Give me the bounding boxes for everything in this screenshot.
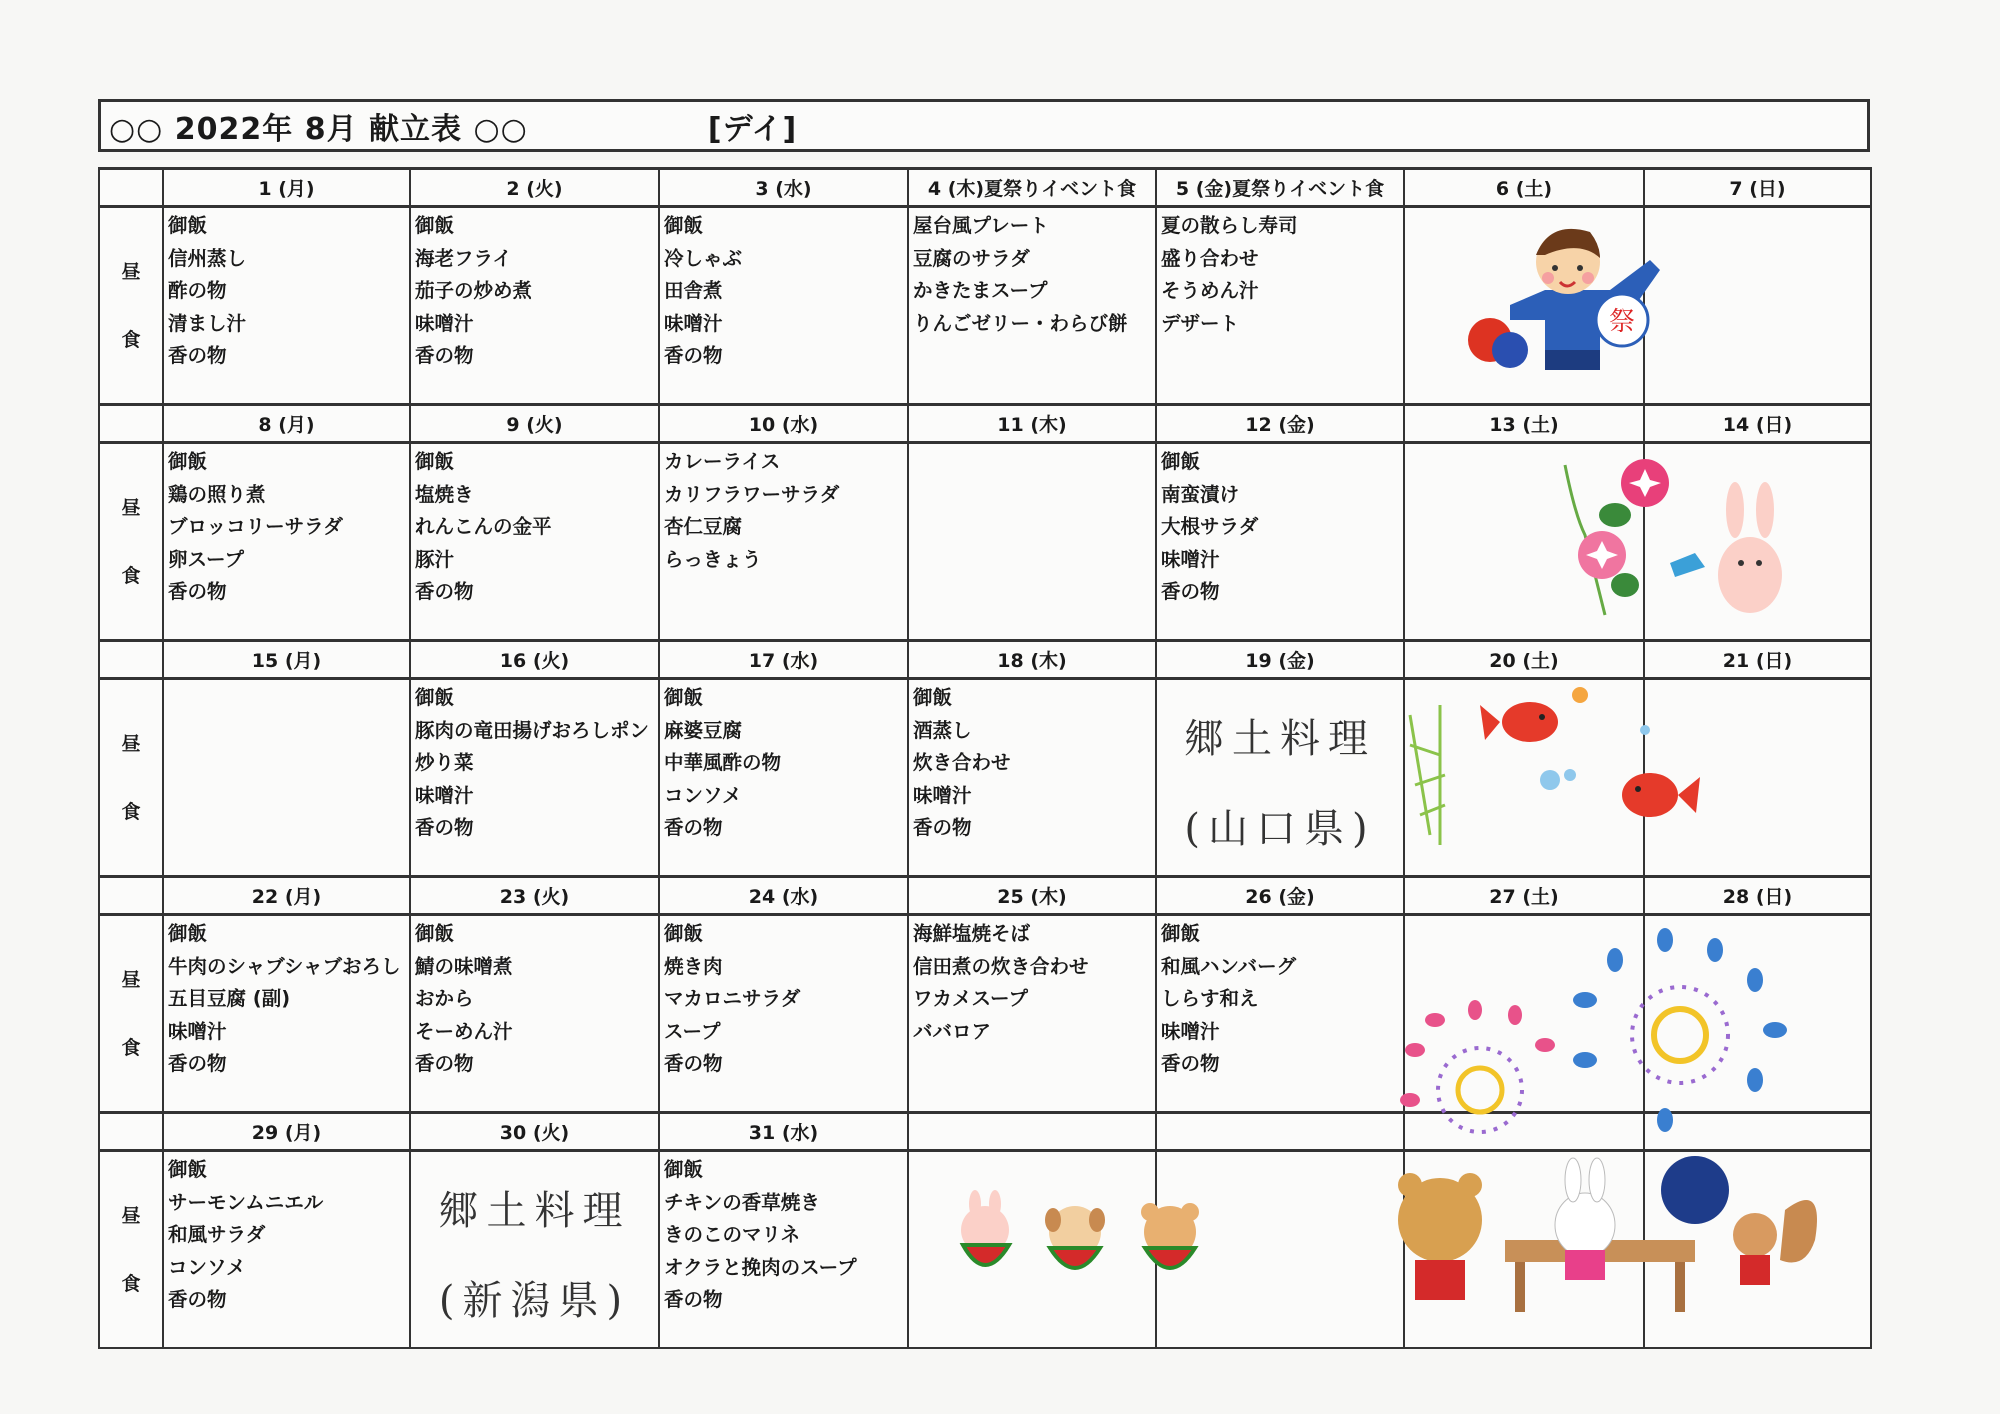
day-header	[1156, 1113, 1404, 1151]
day-header: 2 (火)	[410, 169, 659, 207]
day-header: 13 (土)	[1404, 405, 1644, 443]
menu-item: オクラと挽肉のスープ	[664, 1255, 857, 1279]
header-spacer	[99, 1113, 163, 1151]
menu-item: 南蛮漬け	[1161, 482, 1240, 506]
menu-item: 和風サラダ	[168, 1223, 266, 1246]
menu-item: 信州蒸し	[168, 246, 247, 270]
menu-item: 海老フライ	[415, 246, 512, 270]
menu-item: 御飯	[415, 214, 455, 237]
menu-list	[1157, 680, 1403, 684]
menu-item: きのこのマリネ	[664, 1223, 801, 1246]
menu-list	[1157, 916, 1403, 1083]
meal-label-bottom: 食	[121, 800, 141, 823]
day-header: 14 (日)	[1644, 405, 1871, 443]
menu-item: 味噌汁	[415, 783, 474, 807]
watermelon-animals-icon	[945, 1190, 1235, 1290]
menu-item: 香の物	[913, 816, 972, 839]
menu-item: 茄子の炒め煮	[415, 279, 533, 302]
menu-item: チキンの香草焼き	[664, 1190, 820, 1214]
day-header: 11 (木)	[908, 405, 1156, 443]
meal-label	[99, 1151, 163, 1349]
menu-item: 鯖の味噌煮	[415, 954, 513, 978]
menu-item: 信田煮の炊き合わせ	[913, 954, 1089, 978]
menu-item: 御飯	[168, 214, 208, 237]
menu-list	[1645, 208, 1870, 212]
week-header-row	[99, 169, 1871, 207]
menu-item: 鶏の照り煮	[168, 482, 266, 506]
day-menu-cell	[410, 1151, 659, 1349]
menu-item: 海鮮塩焼そば	[913, 922, 1031, 945]
day-header: 15 (月)	[163, 641, 410, 679]
menu-item: 卵スープ	[168, 547, 245, 571]
menu-list	[1405, 444, 1643, 448]
menu-item: ババロア	[913, 1019, 992, 1043]
menu-list	[660, 680, 907, 847]
festival-boy-icon	[1450, 210, 1670, 380]
day-menu-cell	[410, 207, 659, 405]
meal-label	[99, 443, 163, 641]
handwritten-note	[1157, 684, 1403, 874]
handwritten-line: 郷土料理	[1184, 716, 1376, 762]
menu-item: れんこんの金平	[415, 515, 552, 538]
menu-item: 炊き合わせ	[913, 751, 1011, 774]
header-spacer	[99, 169, 163, 207]
day-menu-cell	[410, 915, 659, 1113]
menu-item: しらす和え	[1161, 987, 1259, 1010]
meal-label-top: 昼	[121, 260, 141, 283]
menu-list	[164, 444, 409, 611]
menu-item: 香の物	[168, 1052, 227, 1075]
menu-item: スープ	[664, 1019, 721, 1043]
meal-label-top: 昼	[121, 968, 141, 991]
menu-list	[164, 680, 409, 684]
menu-list	[164, 916, 409, 1083]
day-header: 4 (木)夏祭りイベント食	[908, 169, 1156, 207]
day-menu-cell	[163, 1151, 410, 1349]
menu-item: 豚肉の竜田揚げおろしポン	[415, 718, 650, 742]
day-menu-cell	[659, 915, 908, 1113]
menu-list	[411, 444, 658, 611]
menu-list	[909, 916, 1155, 1050]
menu-item: カリフラワーサラダ	[664, 482, 840, 506]
menu-item: そうめん汁	[1161, 279, 1259, 302]
day-menu-cell	[163, 915, 410, 1113]
menu-item: 味噌汁	[1161, 1019, 1220, 1043]
day-header: 20 (土)	[1404, 641, 1644, 679]
day-header: 30 (火)	[410, 1113, 659, 1151]
menu-list	[411, 680, 658, 847]
menu-title	[98, 99, 1870, 152]
menu-list	[1157, 444, 1403, 611]
menu-list	[1645, 916, 1870, 920]
menu-item: 香の物	[168, 344, 227, 367]
menu-item: 味噌汁	[664, 311, 723, 335]
menu-list	[660, 208, 907, 375]
menu-item: 牛肉のシャブシャブおろし	[168, 954, 401, 978]
menu-item: 御飯	[913, 686, 953, 709]
menu-item: 麻婆豆腐	[664, 718, 743, 742]
menu-item: 香の物	[1161, 580, 1220, 603]
menu-item: おから	[415, 987, 474, 1010]
menu-list	[164, 1152, 409, 1319]
menu-item: コンソメ	[664, 783, 742, 807]
menu-list	[1405, 208, 1643, 212]
menu-item: 御飯	[168, 1158, 208, 1181]
day-menu-cell	[1644, 207, 1871, 405]
menu-item: ブロッコリーサラダ	[168, 515, 343, 538]
day-menu-cell	[908, 207, 1156, 405]
day-menu-cell	[410, 679, 659, 877]
menu-item: コンソメ	[168, 1255, 246, 1279]
menu-item: 酒蒸し	[913, 718, 972, 742]
day-header: 1 (月)	[163, 169, 410, 207]
day-header: 25 (木)	[908, 877, 1156, 915]
menu-list	[1645, 444, 1870, 448]
day-header: 12 (金)	[1156, 405, 1404, 443]
menu-item: 御飯	[664, 686, 704, 709]
menu-list	[1405, 680, 1643, 684]
day-header: 31 (水)	[659, 1113, 908, 1151]
menu-list	[660, 1152, 907, 1319]
menu-item: 味噌汁	[168, 1019, 227, 1043]
menu-item: デザート	[1161, 311, 1240, 335]
day-menu-cell	[163, 443, 410, 641]
day-header: 3 (水)	[659, 169, 908, 207]
day-menu-cell	[659, 207, 908, 405]
meal-label-top: 昼	[121, 496, 141, 519]
menu-item: 香の物	[664, 344, 723, 367]
menu-item: 香の物	[168, 580, 227, 603]
day-menu-cell	[1156, 443, 1404, 641]
fireworks-icon	[1395, 920, 1815, 1155]
menu-item: 塩焼き	[415, 482, 474, 506]
day-header: 26 (金)	[1156, 877, 1404, 915]
handwritten-line: (山口県)	[1184, 806, 1376, 852]
menu-list	[660, 916, 907, 1083]
menu-item: 香の物	[664, 1288, 723, 1311]
menu-item: らっきょう	[664, 547, 762, 571]
menu-item: 味噌汁	[415, 311, 474, 335]
menu-item: 冷しゃぶ	[664, 246, 743, 270]
day-header: 23 (火)	[410, 877, 659, 915]
menu-item: 御飯	[664, 214, 704, 237]
day-header: 17 (水)	[659, 641, 908, 679]
menu-item: 味噌汁	[913, 783, 972, 807]
menu-item: 御飯	[168, 922, 208, 945]
day-header: 27 (土)	[1404, 877, 1644, 915]
menu-item: 香の物	[168, 1288, 227, 1311]
meal-label-bottom: 食	[121, 328, 141, 351]
meal-label-top: 昼	[121, 732, 141, 755]
day-menu-cell	[659, 679, 908, 877]
day-header: 24 (水)	[659, 877, 908, 915]
day-header: 6 (土)	[1404, 169, 1644, 207]
menu-item: 香の物	[415, 1052, 474, 1075]
meal-label	[99, 679, 163, 877]
menu-item: マカロニサラダ	[664, 987, 801, 1010]
menu-item: そーめん汁	[415, 1019, 513, 1043]
menu-list	[660, 444, 907, 578]
menu-list	[1645, 680, 1870, 684]
menu-item: 香の物	[415, 580, 474, 603]
menu-list	[1157, 208, 1403, 342]
day-header: 21 (日)	[1644, 641, 1871, 679]
menu-item: 酢の物	[168, 279, 227, 302]
menu-list	[164, 208, 409, 375]
week-header-row	[99, 641, 1871, 679]
menu-item: 屋台風プレート	[913, 214, 1049, 237]
day-menu-cell	[163, 679, 410, 877]
menu-item: 香の物	[415, 344, 474, 367]
day-menu-cell	[1156, 207, 1404, 405]
menu-item: 味噌汁	[1161, 547, 1220, 571]
handwritten-line: (新潟県)	[438, 1278, 631, 1324]
menu-item: ワカメスープ	[913, 987, 1029, 1010]
day-menu-cell	[1156, 679, 1404, 877]
menu-item: 御飯	[664, 922, 704, 945]
menu-item: 御飯	[1161, 922, 1201, 945]
menu-item: 豚汁	[415, 547, 455, 571]
day-header: 18 (木)	[908, 641, 1156, 679]
menu-item: 御飯	[664, 1158, 704, 1181]
day-menu-cell	[1156, 915, 1404, 1113]
animals-bench-icon	[1385, 1150, 1835, 1320]
title-label: [デイ]	[707, 111, 798, 147]
day-header: 29 (月)	[163, 1113, 410, 1151]
day-header	[908, 1113, 1156, 1151]
menu-item: サーモンムニエル	[168, 1190, 324, 1214]
menu-item: 香の物	[664, 816, 723, 839]
menu-list	[1405, 1152, 1643, 1156]
handwritten-line: 郷土料理	[438, 1188, 631, 1234]
menu-item: かきたまスープ	[913, 279, 1048, 302]
day-header: 8 (月)	[163, 405, 410, 443]
menu-item: 盛り合わせ	[1161, 246, 1259, 270]
day-header: 9 (火)	[410, 405, 659, 443]
day-header: 28 (日)	[1644, 877, 1871, 915]
menu-item: りんごゼリー・わらび餅	[913, 311, 1128, 335]
day-menu-cell	[908, 679, 1156, 877]
menu-list	[909, 680, 1155, 847]
menu-list	[411, 208, 658, 375]
header-spacer	[99, 641, 163, 679]
menu-item: 香の物	[415, 816, 474, 839]
day-menu-cell	[659, 1151, 908, 1349]
menu-list	[909, 1152, 1155, 1156]
menu-item: 香の物	[1161, 1052, 1220, 1075]
menu-item: 夏の散らし寿司	[1161, 214, 1298, 237]
week-header-row	[99, 877, 1871, 915]
day-header: 19 (金)	[1156, 641, 1404, 679]
menu-item: 五目豆腐 (副)	[168, 987, 291, 1010]
menu-item: 杏仁豆腐	[664, 515, 743, 538]
header-spacer	[99, 877, 163, 915]
menu-item: 清まし汁	[168, 311, 247, 335]
day-header: 22 (月)	[163, 877, 410, 915]
menu-item: 御飯	[1161, 450, 1201, 473]
menu-list	[1157, 1152, 1403, 1156]
menu-item: 香の物	[664, 1052, 723, 1075]
menu-list	[411, 916, 658, 1083]
menu-item: 焼き肉	[664, 954, 723, 978]
day-header: 5 (金)夏祭りイベント食	[1156, 169, 1404, 207]
menu-item: 御飯	[415, 450, 455, 473]
menu-list	[909, 208, 1155, 342]
day-header: 10 (水)	[659, 405, 908, 443]
day-header: 7 (日)	[1644, 169, 1871, 207]
day-menu-cell	[410, 443, 659, 641]
menu-item: 御飯	[415, 686, 455, 709]
menu-item: 豆腐のサラダ	[913, 246, 1030, 270]
menu-item: カレーライス	[664, 450, 781, 473]
week-header-row	[99, 405, 1871, 443]
handwritten-note	[411, 1156, 658, 1346]
day-menu-cell	[659, 443, 908, 641]
menu-item: 中華風酢の物	[664, 751, 782, 774]
meal-label-bottom: 食	[121, 564, 141, 587]
day-menu-cell	[908, 443, 1156, 641]
menu-item: 和風ハンバーグ	[1161, 954, 1297, 978]
menu-list	[1645, 1152, 1870, 1156]
svg-text:祭: 祭	[1608, 307, 1636, 337]
goldfish-icon	[1400, 685, 1730, 855]
meal-label-bottom: 食	[121, 1272, 141, 1295]
meal-label	[99, 915, 163, 1113]
menu-item: 御飯	[415, 922, 455, 945]
meal-label-top: 昼	[121, 1204, 141, 1227]
meal-label-bottom: 食	[121, 1036, 141, 1059]
header-spacer	[99, 405, 163, 443]
title-text: ○○ 2022年 8月 献立表 ○○	[109, 111, 528, 147]
menu-list	[411, 1152, 658, 1156]
menu-item: 大根サラダ	[1161, 515, 1259, 538]
menu-list	[909, 444, 1155, 448]
morning-glory-rabbit-icon	[1555, 455, 1825, 625]
menu-item: 御飯	[168, 450, 208, 473]
meal-label	[99, 207, 163, 405]
day-menu-cell	[163, 207, 410, 405]
day-menu-cell	[908, 915, 1156, 1113]
day-header: 16 (火)	[410, 641, 659, 679]
menu-list	[1405, 916, 1643, 920]
menu-item: 田舎煮	[664, 279, 723, 302]
menu-item: 炒り菜	[415, 751, 474, 774]
